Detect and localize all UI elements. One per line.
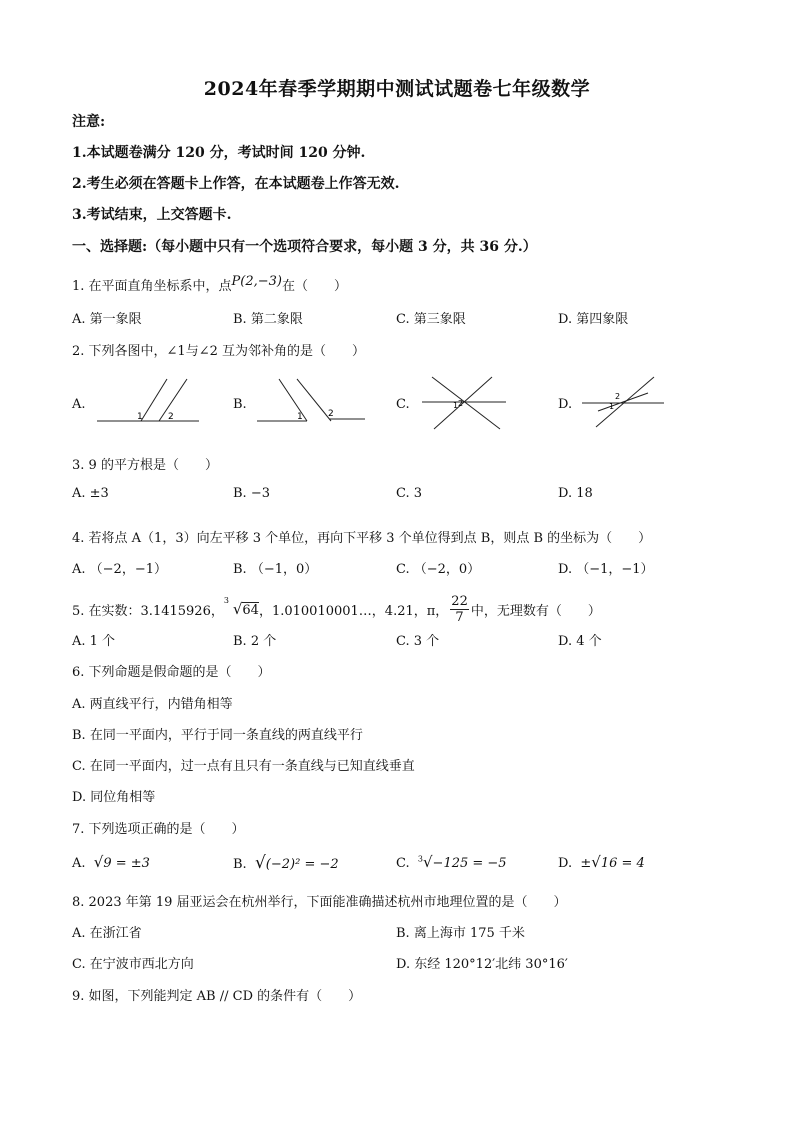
option-b: B. √(−2)² = −2	[233, 853, 339, 873]
angle-1-label: 1	[609, 402, 615, 411]
option-d: D.	[558, 397, 573, 412]
angle-2-label: 2	[328, 409, 334, 419]
option-b: B. −3	[233, 486, 270, 501]
note-item: 3.考试结束，上交答题卡.	[72, 207, 232, 223]
option-d: D. ±√16 = 4	[558, 853, 645, 871]
option-d: D. 第四象限	[558, 312, 629, 327]
question-text: 1. 在平面直角坐标系中，点	[72, 279, 232, 294]
question-6: 6. 下列命题是假命题的是（ ）	[72, 665, 271, 680]
question-9: 9. 如图，下列能判定 AB // CD 的条件有（ ）	[72, 989, 362, 1004]
figure-a	[95, 375, 205, 425]
figure-d	[578, 375, 668, 431]
point-expression: P(2,−3)	[231, 274, 283, 289]
option-c: C. 在宁波市西北方向	[72, 957, 194, 972]
option-c: C. $^3$√−125 = −5	[396, 853, 507, 871]
option-c: C. 3 个	[396, 634, 440, 649]
question-7: 7. 下列选项正确的是（ ）	[72, 822, 245, 837]
option-a: A. 在浙江省	[72, 926, 142, 941]
angle-2-label: 2	[615, 392, 621, 401]
option-a: A. 1 个	[72, 634, 116, 649]
option-b: B. 第二象限	[233, 312, 303, 327]
option-d: D. 东经 120°12′北纬 30°16′	[396, 957, 568, 972]
option-a: A. ±3	[72, 486, 109, 501]
question-3: 3. 9 的平方根是（ ）	[72, 458, 218, 473]
option-a: A.	[72, 397, 86, 412]
question-text: 在（ ）	[282, 279, 348, 294]
option-c: C.	[396, 397, 410, 412]
figure-b	[255, 375, 370, 425]
notes-heading: 注意:	[72, 114, 106, 130]
option-b: B. 在同一平面内，平行于同一条直线的两直线平行	[72, 728, 363, 743]
question-text: 5. 在实数：3.1415926，	[72, 603, 224, 619]
sqrt-expression: 16 = 4	[600, 856, 645, 871]
angle-1-label: 1	[297, 412, 303, 422]
option-b: B. 离上海市 175 千米	[396, 926, 525, 941]
question-text: ，1.010010001…，4.21，π，	[258, 603, 449, 619]
option-c: C. （−2，0）	[396, 562, 481, 577]
option-d: D. 18	[558, 486, 593, 501]
option-c: C. 3	[396, 486, 423, 501]
question-4: 4. 若将点 A（1，3）向左平移 3 个单位，再向下平移 3 个单位得到点 B，则点 B 的坐标为（ ）	[72, 531, 652, 546]
option-b: B. （−1，0）	[233, 562, 318, 577]
note-item: 1.本试题卷满分 120 分，考试时间 120 分钟.	[72, 145, 366, 161]
question-1	[72, 275, 347, 294]
option-a: A. 第一象限	[72, 312, 142, 327]
option-a: A. 两直线平行，内错角相等	[72, 697, 233, 712]
note-item: 2.考生必须在答题卡上作答，在本试题卷上作答无效.	[72, 176, 400, 192]
question-text: 中，无理数有（ ）	[470, 603, 601, 619]
section-heading: 一、选择题:（每小题中只有一个选项符合要求，每小题 3 分，共 36 分.）	[72, 239, 537, 255]
sqrt-expression: (−2)² = −2	[265, 857, 339, 872]
figure-c	[420, 375, 510, 431]
option-a: A. （−2，−1）	[72, 562, 167, 577]
option-c: C. 第三象限	[396, 312, 466, 327]
angle-1-label: 1	[453, 401, 459, 410]
option-d: D. 同位角相等	[72, 790, 156, 805]
angle-1-label: 1	[137, 412, 143, 422]
option-d: D. 4 个	[558, 634, 602, 649]
question-5	[72, 592, 601, 626]
cbrt-expression: −125 = −5	[432, 856, 507, 871]
option-c: C. 在同一平面内，过一点有且只有一条直线与已知直线垂直	[72, 759, 415, 774]
page-title: 2024年春季学期期中测试试题卷七年级数学	[203, 78, 591, 100]
cube-root-64: 3 √64	[223, 596, 259, 618]
option-a: A. √9 = ±3	[72, 853, 150, 871]
question-8: 8. 2023 年第 19 届亚运会在杭州举行，下面能准确描述杭州市地理位置的是（ ）	[72, 895, 567, 910]
option-b: B.	[233, 397, 247, 412]
angle-2-label: 2	[458, 399, 464, 408]
sqrt-expression: 9 = ±3	[103, 856, 150, 871]
fraction-22-7: 22 7	[451, 593, 468, 625]
option-b: B. 2 个	[233, 634, 277, 649]
option-d: D. （−1，−1）	[558, 562, 654, 577]
angle-2-label: 2	[168, 412, 174, 422]
question-2: 2. 下列各图中，∠1与∠2 互为邻补角的是（ ）	[72, 344, 365, 359]
